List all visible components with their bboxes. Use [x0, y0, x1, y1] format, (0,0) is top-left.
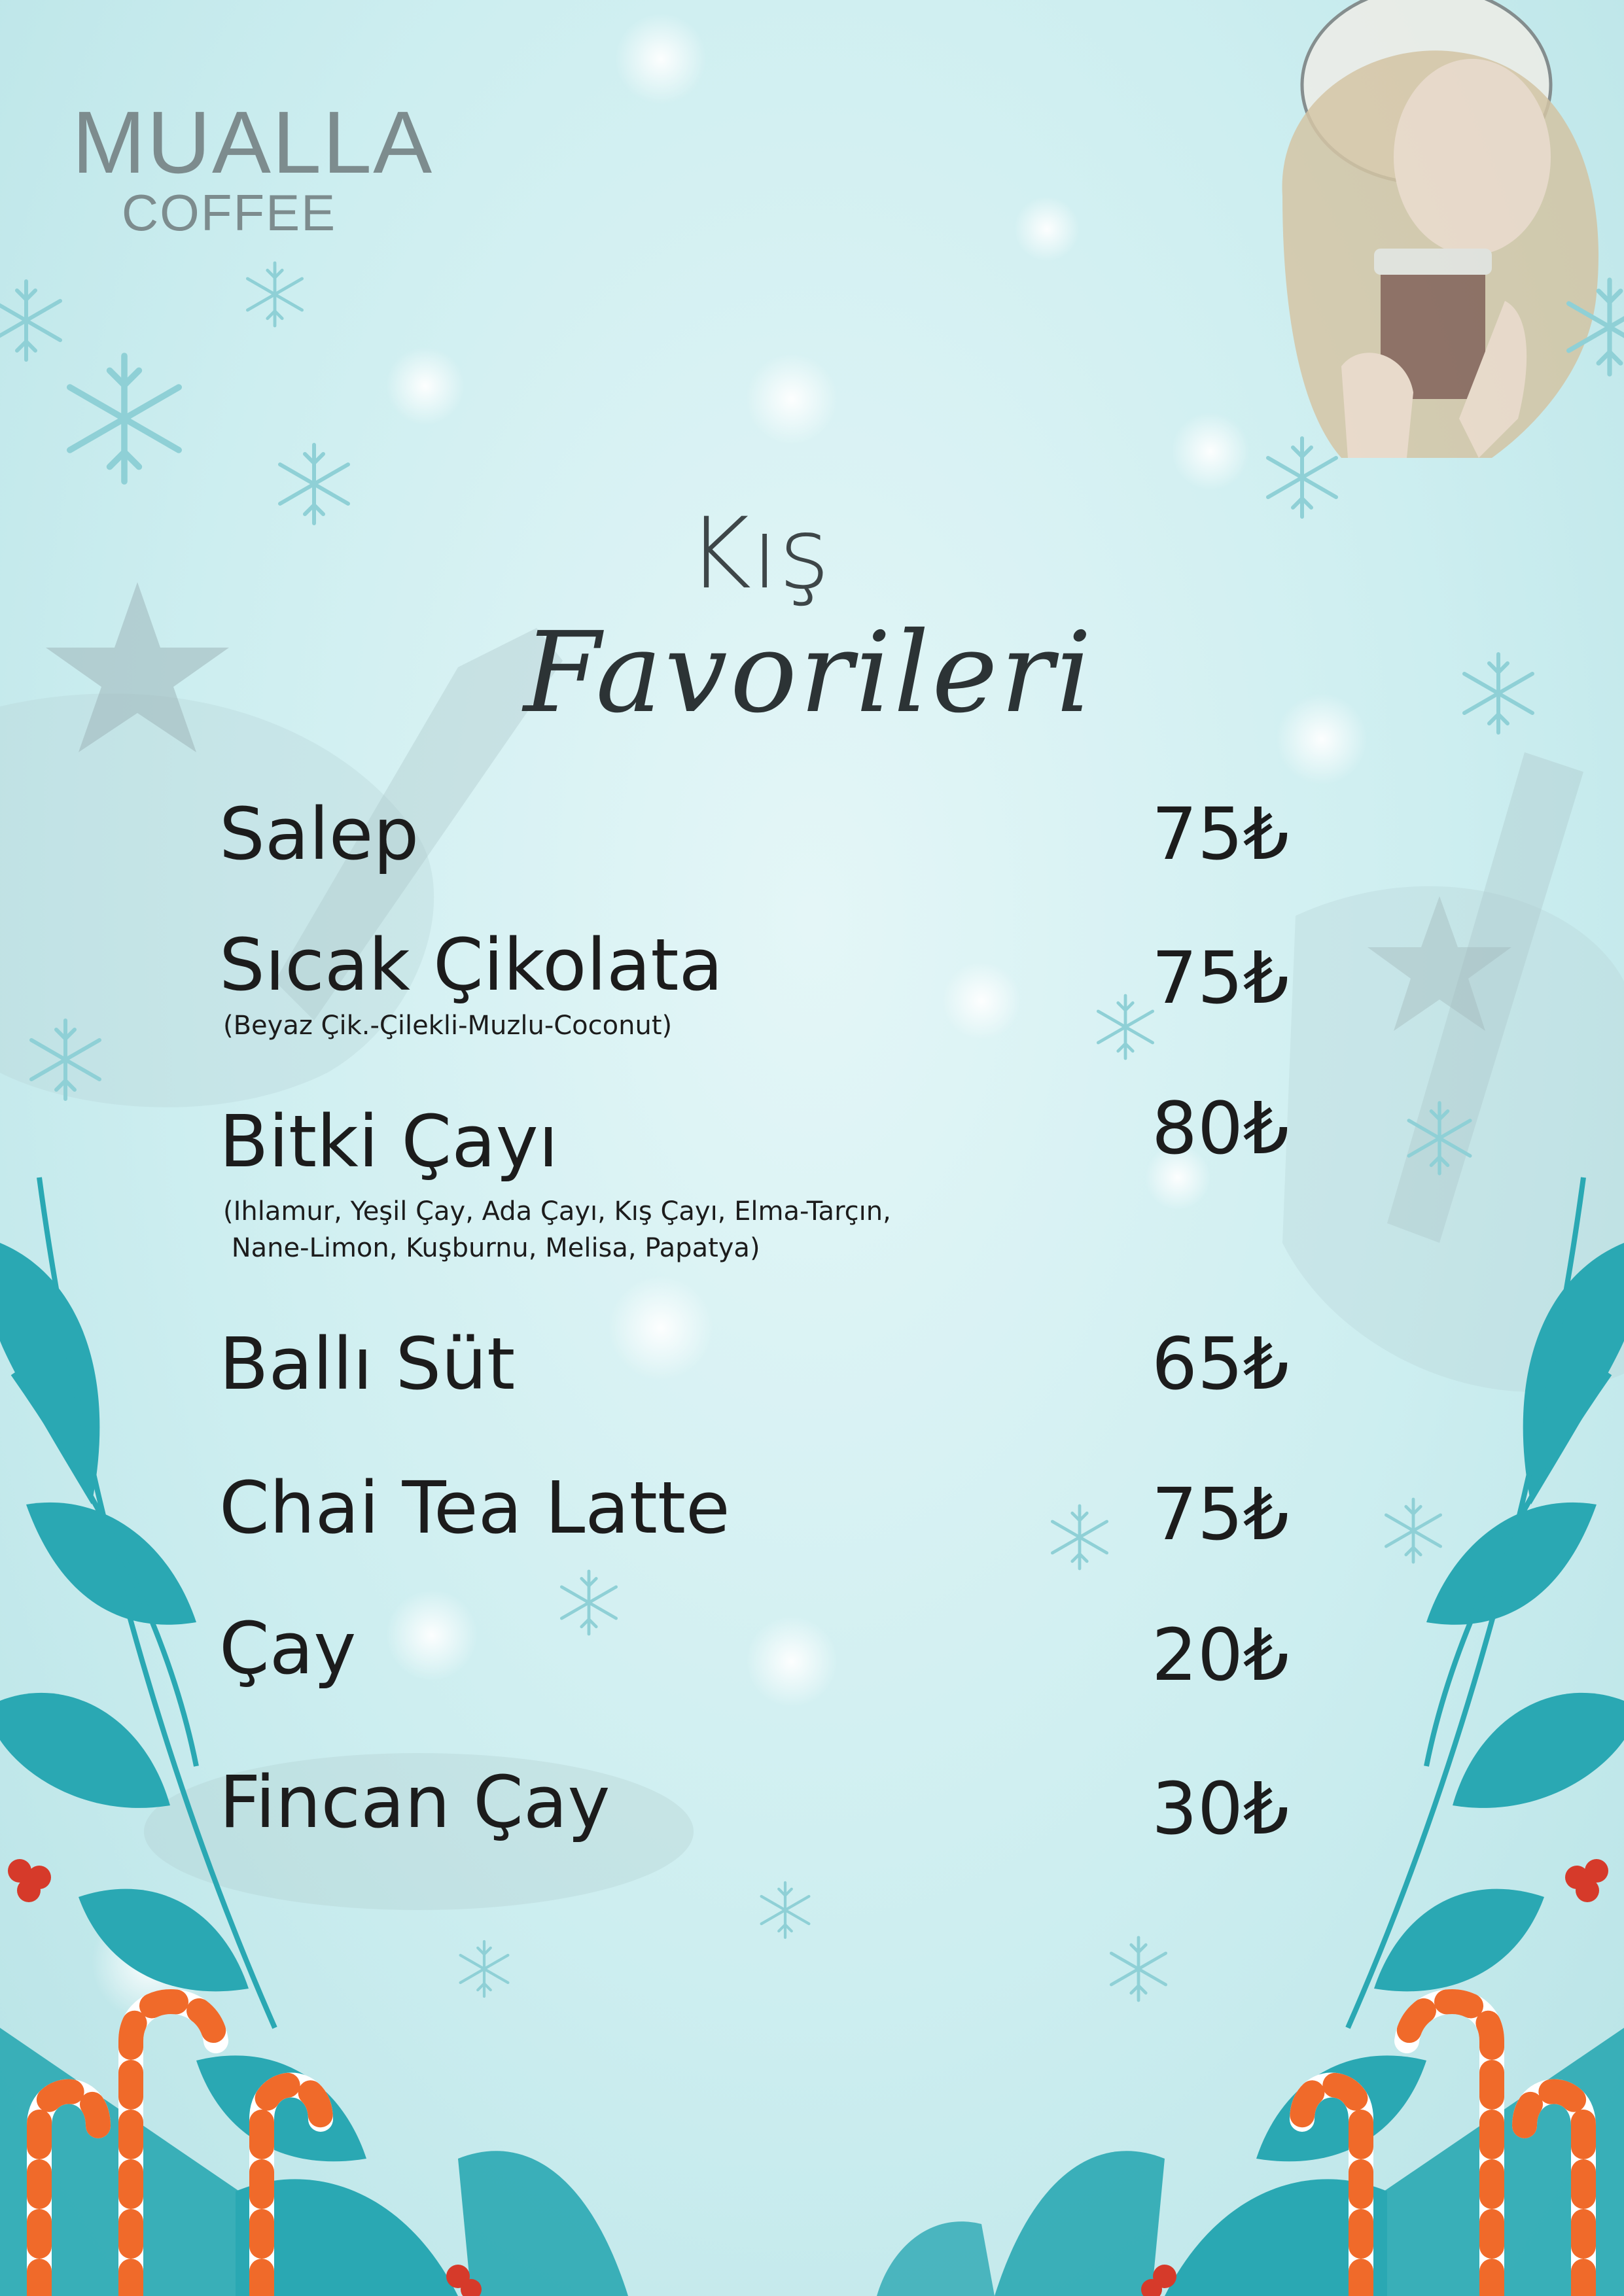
menu-item-chai-tea-latte — [219, 1465, 730, 1550]
menu-item-balli-sut — [219, 1321, 515, 1406]
item-price-salep: 75₺ — [1152, 792, 1289, 876]
menu-item-bitki-cayi — [219, 1099, 891, 1266]
menu-item-fincan-cay — [219, 1760, 610, 1845]
item-price-balli-sut: 65₺ — [1152, 1322, 1289, 1406]
item-name: Salep — [219, 792, 419, 876]
item-price-fincan-cay: 30₺ — [1152, 1767, 1289, 1851]
menu-subtitle-script: Favorileri — [523, 608, 1095, 738]
item-name: Çay — [219, 1607, 357, 1690]
item-name: Fincan Çay — [219, 1760, 610, 1844]
menu-item-sicak-cikolata — [219, 922, 723, 1044]
menu-title: Kış — [687, 497, 830, 611]
item-name: Ballı Süt — [219, 1322, 516, 1406]
item-name: Bitki Çayı — [219, 1100, 559, 1183]
item-price-sicak-cikolata: 75₺ — [1152, 936, 1289, 1020]
item-price-bitki-cayi: 80₺ — [1152, 1087, 1289, 1170]
menu-item-salep — [219, 791, 419, 877]
item-price-cay: 20₺ — [1152, 1613, 1289, 1697]
item-name: Sıcak Çikolata — [219, 923, 723, 1007]
menu-item-cay — [219, 1606, 356, 1691]
brand-name: MUALLA — [72, 93, 434, 192]
item-description: (Ihlamur, Yeşil Çay, Ada Çayı, Kış Çayı, Elma-Tarçın, Nane-Limon, Kuşburnu, Melisa, Papatya) — [223, 1196, 891, 1263]
brand-subtitle: COFFEE — [121, 184, 337, 241]
brand-logo — [72, 93, 434, 241]
item-name: Chai Tea Latte — [219, 1466, 730, 1550]
item-price-chai-tea-latte: 75₺ — [1152, 1472, 1289, 1556]
item-description: (Beyaz Çik.-Çilekli-Muzlu-Coconut) — [223, 1011, 673, 1041]
